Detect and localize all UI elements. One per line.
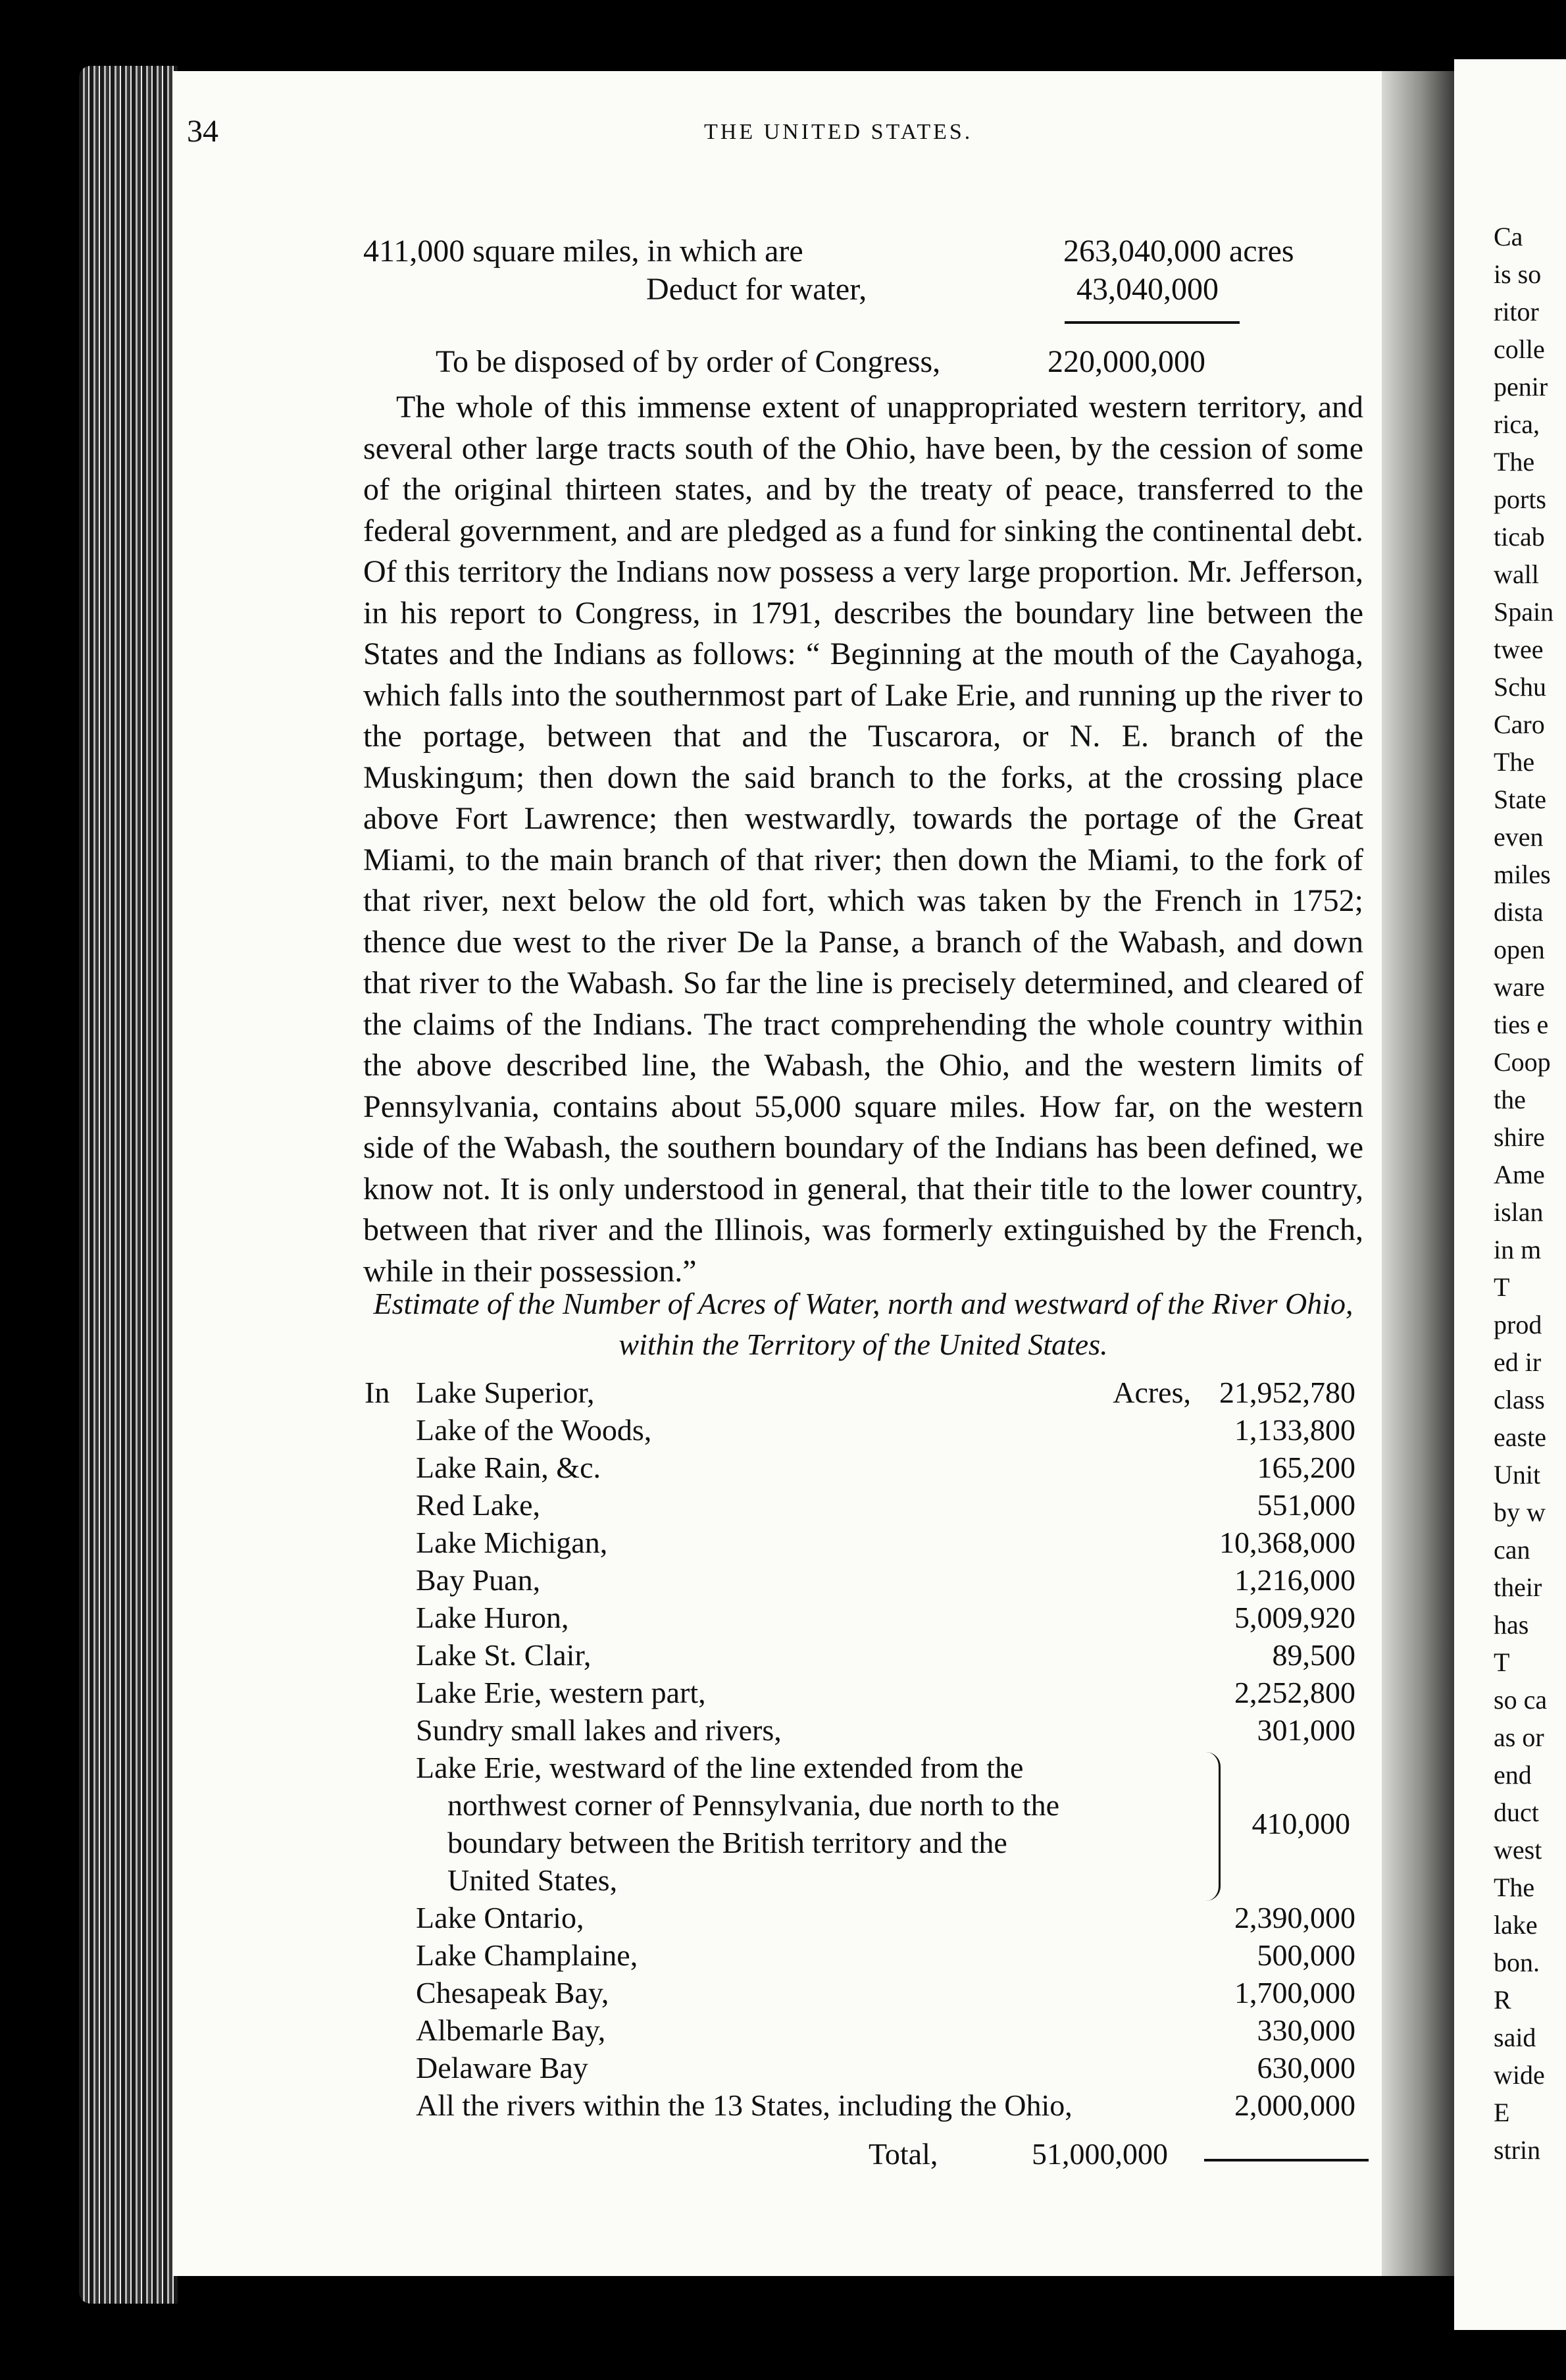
- adjacent-page-text: duct: [1494, 1798, 1539, 1827]
- acres-value: 630,000: [1257, 2051, 1355, 2084]
- brace: [1205, 1752, 1221, 1901]
- lake-name: Lake Michigan,: [416, 1526, 608, 1559]
- computation-line1-value: 263,040,000 acres: [1063, 234, 1294, 269]
- computation-line1-text: 411,000 square miles, in which are: [363, 234, 803, 269]
- table-row: [355, 1561, 1369, 1600]
- lake-name: Lake Champlaine,: [416, 1938, 638, 1972]
- adjacent-page-text: can: [1494, 1535, 1530, 1565]
- lake-name: Albemarle Bay,: [416, 2013, 606, 2047]
- acres-value: 330,000: [1257, 2013, 1355, 2047]
- table-row: [355, 2048, 1369, 2088]
- adjacent-page-text: ritor: [1494, 297, 1539, 326]
- page-gutter: [1382, 71, 1454, 2276]
- adjacent-page-text: ticab: [1494, 522, 1545, 552]
- acres-value: 410,000: [1251, 1807, 1350, 1840]
- running-head: THE UNITED STATES.: [704, 120, 973, 144]
- adjacent-page-text: Schu: [1494, 672, 1546, 702]
- adjacent-page-text: rica,: [1494, 409, 1540, 439]
- adjacent-page-text: State: [1494, 785, 1546, 814]
- multiline-text: boundary between the British territory and the: [447, 1826, 1007, 1859]
- adjacent-page-text: penir: [1494, 372, 1548, 401]
- adjacent-page-text: wall: [1494, 559, 1539, 589]
- adjacent-page-text: The: [1494, 1873, 1535, 1902]
- adjacent-page-text: islan: [1494, 1197, 1544, 1227]
- table-row: [355, 2086, 1369, 2125]
- table-row: [355, 1711, 1369, 1750]
- acres-value: 21,952,780: [1219, 1376, 1355, 1409]
- lake-name: Lake Rain, &c.: [416, 1451, 601, 1484]
- acres-value: 165,200: [1257, 1451, 1355, 1484]
- acres-value: 89,500: [1272, 1638, 1355, 1672]
- acres-value: 2,000,000: [1234, 2088, 1355, 2122]
- adjacent-page-text: in m: [1494, 1235, 1542, 1264]
- table-row: [355, 1973, 1369, 2013]
- multiline-text: northwest corner of Pennsylvania, due north to the: [447, 1788, 1059, 1822]
- lake-name: Lake Huron,: [416, 1601, 569, 1634]
- acres-value: 301,000: [1257, 1713, 1355, 1747]
- adjacent-page-text: Unit: [1494, 1460, 1541, 1489]
- acres-value: 551,000: [1257, 1488, 1355, 1522]
- acres-value: 2,390,000: [1234, 1901, 1355, 1934]
- adjacent-page-text: Ame: [1494, 1160, 1545, 1189]
- table-row: [355, 1898, 1369, 1938]
- computation-line3-text: To be disposed of by order of Congress,: [436, 344, 941, 379]
- adjacent-page-text: said: [1494, 2023, 1536, 2052]
- table-row: [355, 1936, 1369, 1975]
- adjacent-page-text: has: [1494, 1610, 1529, 1640]
- adjacent-page-text: wide: [1494, 2060, 1545, 2090]
- adjacent-page-text: Spain: [1494, 597, 1554, 627]
- adjacent-page-text: The: [1494, 447, 1535, 477]
- total-rule: [1204, 2159, 1369, 2161]
- computation-line3-value: 220,000,000: [1048, 344, 1205, 379]
- adjacent-page-text: as or: [1494, 1722, 1544, 1752]
- multiline-text: United States,: [447, 1863, 618, 1897]
- table-row: [355, 2011, 1369, 2050]
- adjacent-page-text: west: [1494, 1835, 1542, 1865]
- lake-name: Chesapeak Bay,: [416, 1976, 609, 2009]
- lake-name: Lake Erie, western part,: [416, 1676, 706, 1709]
- lake-name: Lake of the Woods,: [416, 1413, 652, 1447]
- adjacent-page-text: colle: [1494, 334, 1545, 364]
- lake-name: Bay Puan,: [416, 1563, 541, 1597]
- computation-line2-text: Deduct for water,: [646, 272, 867, 307]
- acres-value: 1,133,800: [1234, 1413, 1355, 1447]
- lake-name: Lake Ontario,: [416, 1901, 584, 1934]
- table-row: [355, 1448, 1369, 1488]
- acres-value: 500,000: [1257, 1938, 1355, 1972]
- lake-name: All the rivers within the 13 States, including the Ohio,: [416, 2088, 1073, 2122]
- table-row-multiline: [416, 1748, 1357, 1906]
- adjacent-page-text: ed ir: [1494, 1347, 1542, 1377]
- adjacent-page-text: Ca: [1494, 222, 1523, 251]
- multiline-text: Lake Erie, westward of the line extended from the: [416, 1751, 1024, 1784]
- adjacent-page-text: ports: [1494, 484, 1546, 514]
- table-row: [355, 1373, 1369, 1412]
- adjacent-page-fragment: [1454, 59, 1566, 2330]
- adjacent-page-text: Coop: [1494, 1047, 1551, 1077]
- adjacent-page-text: lake: [1494, 1910, 1538, 1940]
- sum-rule: [1065, 321, 1240, 324]
- total-label: Total,: [869, 2137, 938, 2171]
- acres-value: 1,216,000: [1234, 1563, 1355, 1597]
- table-row: [355, 1486, 1369, 1525]
- row-prefix: In: [365, 1376, 390, 1409]
- adjacent-page-text: miles: [1494, 860, 1551, 889]
- adjacent-page-text: the: [1494, 1085, 1526, 1114]
- adjacent-page-text: T: [1494, 1647, 1510, 1677]
- adjacent-page-text: ware: [1494, 972, 1545, 1002]
- adjacent-page-text: their: [1494, 1572, 1542, 1602]
- adjacent-page-text: dista: [1494, 897, 1544, 927]
- computation-line2-value: 43,040,000: [1076, 272, 1219, 307]
- table-row: [355, 1636, 1369, 1675]
- adjacent-page-text: R: [1494, 1985, 1511, 2015]
- adjacent-page-text: E: [1494, 2098, 1510, 2127]
- adjacent-page-text: so ca: [1494, 1685, 1548, 1715]
- adjacent-page-text: bon.: [1494, 1948, 1540, 1977]
- lake-name: Lake Superior,: [416, 1376, 595, 1409]
- lake-name: Lake St. Clair,: [416, 1638, 592, 1672]
- body-text: [363, 387, 1363, 1292]
- body-paragraph: The whole of this immense extent of unappropriated western territory, and several other large tracts south of the Ohio, have been, by the cession of some of the original thirteen states, and by the treaty of peace, transferred to the federal government, and are pledged as a fund for sinking the continental debt. Of this territory the Indians now possess a very large proportion. Mr. Jefferson, in his report to Congress, in 1791, describes the boundary line between the States and the Indians as follows: “ Beginning at the mouth of the Cayahoga, which falls into the southernmost part of Lake Erie, and running up the river to the portage, between that and the Tuscarora, or N. E. branch of the Muskingum; then down the said branch to the forks, at the crossing place above Fort Lawrence; then westwardly, towards the portage of the Great Miami, to the main branch of that river; then down the Miami, to the fork of that river, next below the old fort, which was taken by the French in 1752; thence due west to the river De la Panse, a branch of the Wabash, and down that river to the Wabash. So far the line is precisely determined, and cleared of the claims of the Indians. The tract comprehending the whole country within the above described line, the Wabash, the Ohio, and the western limits of Pennsylvania, contains about 55,000 square miles. How far, on the western side of the Wabash, the southern boundary of the Indians has been defined, we know not. It is only understood in general, that their title to the lower country, between that river and the Illinois, was formerly extinguished by the French, while in their possession.”: [363, 390, 1363, 1289]
- acres-value: 10,368,000: [1219, 1526, 1355, 1559]
- table-row: [355, 1598, 1369, 1638]
- adjacent-page-text: ties e: [1494, 1010, 1549, 1039]
- page-number: 34: [187, 114, 218, 149]
- lake-name: Sundry small lakes and rivers,: [416, 1713, 782, 1747]
- adjacent-page-text: prod: [1494, 1310, 1542, 1339]
- adjacent-page-text: end: [1494, 1760, 1532, 1790]
- acres-value: 1,700,000: [1234, 1976, 1355, 2009]
- adjacent-page-text: easte: [1494, 1422, 1546, 1452]
- adjacent-page-text: strin: [1494, 2135, 1541, 2165]
- table-row: [355, 1673, 1369, 1713]
- adjacent-page-text: by w: [1494, 1497, 1546, 1527]
- table-row: [355, 1523, 1369, 1563]
- adjacent-page-text: shire: [1494, 1122, 1545, 1152]
- total-value: 51,000,000: [1032, 2137, 1168, 2171]
- adjacent-page-text: class: [1494, 1385, 1545, 1414]
- adjacent-page-text: twee: [1494, 634, 1544, 664]
- adjacent-page-text: is so: [1494, 259, 1542, 289]
- book-edge: [79, 66, 178, 2304]
- total-row: [0, 2136, 1382, 2176]
- adjacent-page-text: open: [1494, 935, 1545, 964]
- adjacent-page-text: Caro: [1494, 710, 1545, 739]
- adjacent-page-text: The: [1494, 747, 1535, 777]
- adjacent-page-text: even: [1494, 822, 1544, 852]
- lake-name: Delaware Bay: [416, 2051, 588, 2084]
- adjacent-page-text: T: [1494, 1272, 1510, 1302]
- estimate-title: Estimate of the Number of Acres of Water, north and westward of the River Ohio, within the Territory of the United States.: [373, 1287, 1353, 1361]
- acres-label: Acres,: [1113, 1376, 1191, 1409]
- acres-value: 5,009,920: [1234, 1601, 1355, 1634]
- table-row: [355, 1410, 1369, 1450]
- lake-name: Red Lake,: [416, 1488, 541, 1522]
- acres-value: 2,252,800: [1234, 1676, 1355, 1709]
